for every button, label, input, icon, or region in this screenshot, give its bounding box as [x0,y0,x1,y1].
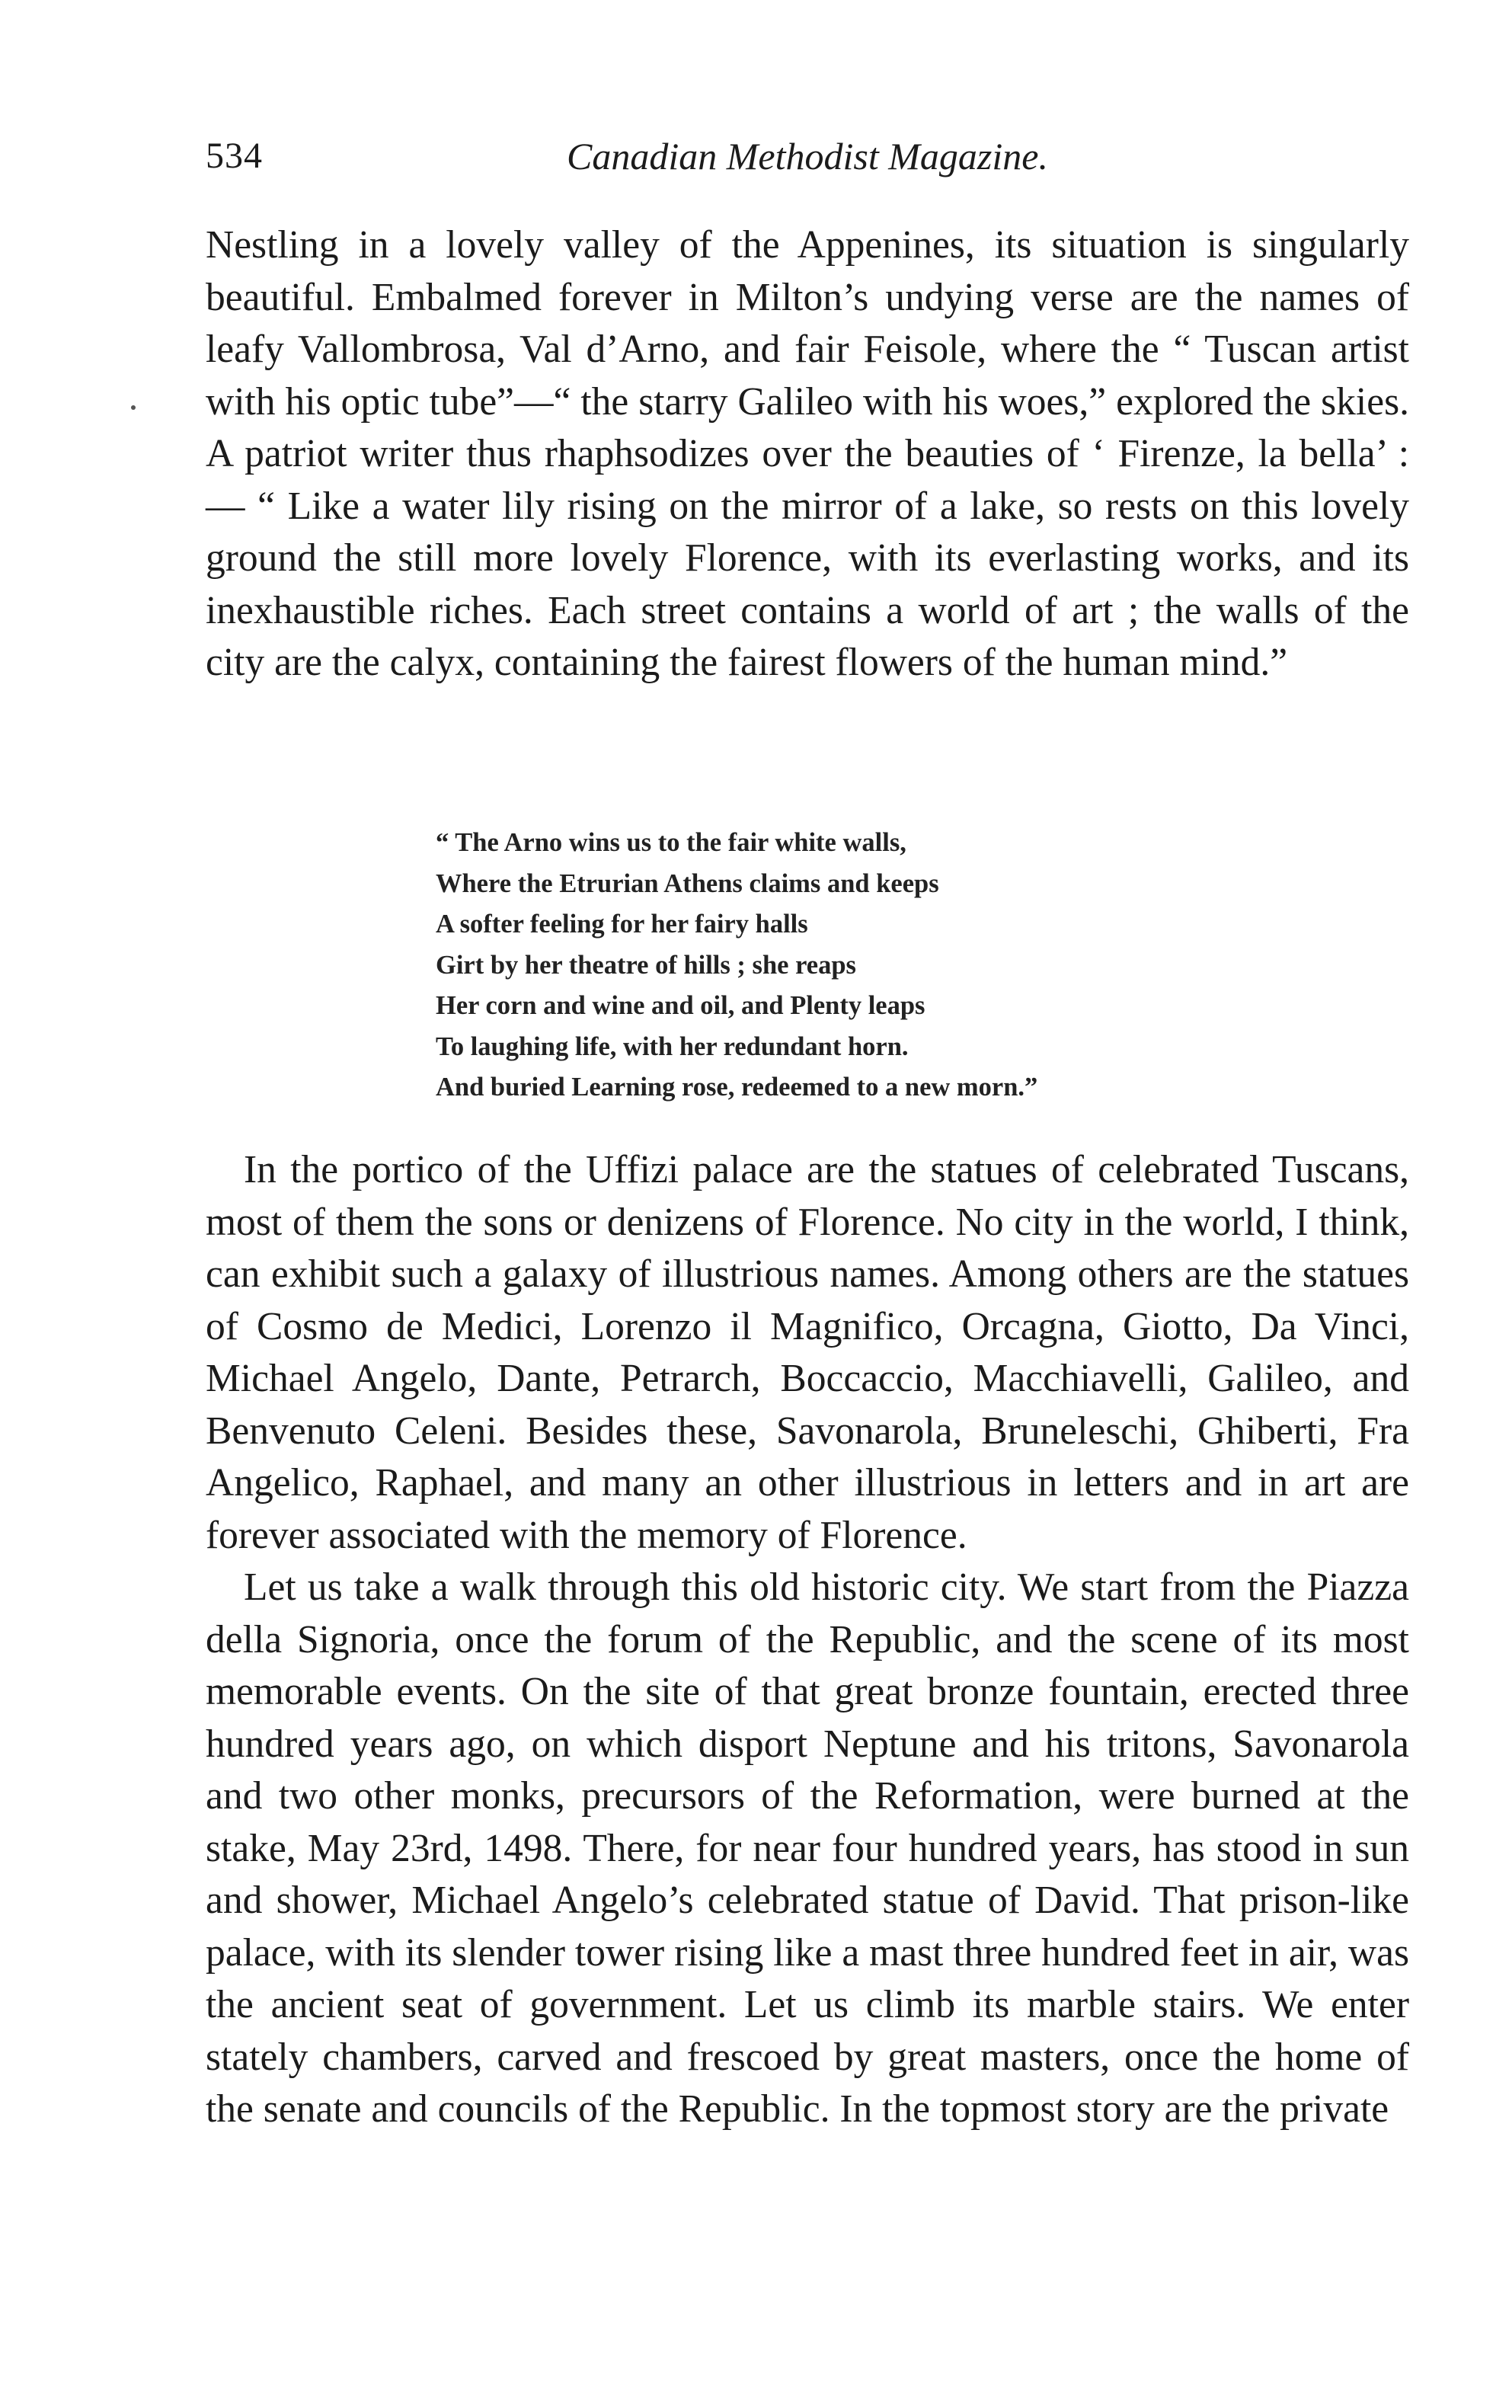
poem-line: Her corn and wine and oil, and Plenty leaps [436,991,925,1020]
poem-line: Girt by her theatre of hills ; she reaps [436,950,856,980]
main-text-block [206,1144,1409,2136]
running-title: Canadian Methodist Magazine. [567,135,1048,177]
poem-line: Where the Etrurian Athens claims and keeps [436,868,939,898]
poem-line: A softer feeling for her fairy halls [436,910,808,939]
paragraph-florence-situation: Nestling in a lovely valley of the Appenines, its situation is singularly beautiful. Embalmed forever in Milton’s undying verse are the names of leafy Vallombrosa, Val d’Arno, and fair Feisole, where the “ Tuscan artist with his optic tube”—“ the starry Galileo with his woes,” explored the skies. A patriot writer thus rhaphsodizes over the beauties of ‘ Firenze, la bella’ :— “ Like a water lily rising on the mirror of a lake, so rests on this lovely ground the still more lovely Florence, with its everlasting works, and its inexhaustible riches. Each street contains a world of art ; the walls of the city are the calyx, containing the fairest flowers of the human mind.” [206,223,1409,684]
print-speck [131,405,136,410]
paragraph-uffizi-portico: In the portico of the Uffizi palace are the statues of celebrated Tuscans, most of them the sons or denizens of Florence. No city in the world, I think, can exhibit such a galaxy of illustrious names. Among others are the statues of Cosmo de Medici, Lorenzo il Magnifico, Orcagna, Giotto, Da Vinci, Michael Angelo, Dante, Petrarch, Boccaccio, Macchiavelli, Galileo, and Benvenuto Celeni. Besides these, Savonarola, Bruneleschi, Ghiberti, Fra Angelico, Raphael, and many an other illustrious in letters and in art are forever associated with the memory of Florence. [206,1148,1409,1557]
poem-line: To laughing life, with her redundant horn. [436,1031,909,1061]
opening-paragraph-block [206,219,1409,689]
paragraph-historic-walk: Let us take a walk through this old historic city. We start from the Piazza della Signoria, once the forum of the Republic, and the scene of its most memorable events. On the site of that great bronze fountain, erected three hundred years ago, on which disport Neptune and his tritons, Savonarola and two other monks, precursors of the Reformation, were burned at the stake, May 23rd, 1498. There, for near four hundred years, has stood in sun and shower, Michael Angelo’s celebrated statue of David. That prison-like palace, with its slender tower rising like a mast three hundred feet in air, was the ancient seat of government. Let us climb its marble stairs. We enter stately chambers, carved and frescoed by great masters, once the home of the senate and councils of the Republic. In the topmost story are the private [206,1565,1409,2131]
poem-line: “ The Arno wins us to the fair white walls, [436,828,906,857]
page-header [206,130,1409,183]
poem-quotation [436,823,1319,1108]
poem-line: And buried Learning rose, redeemed to a new morn.” [436,1073,1038,1102]
page-number: 534 [206,136,263,176]
